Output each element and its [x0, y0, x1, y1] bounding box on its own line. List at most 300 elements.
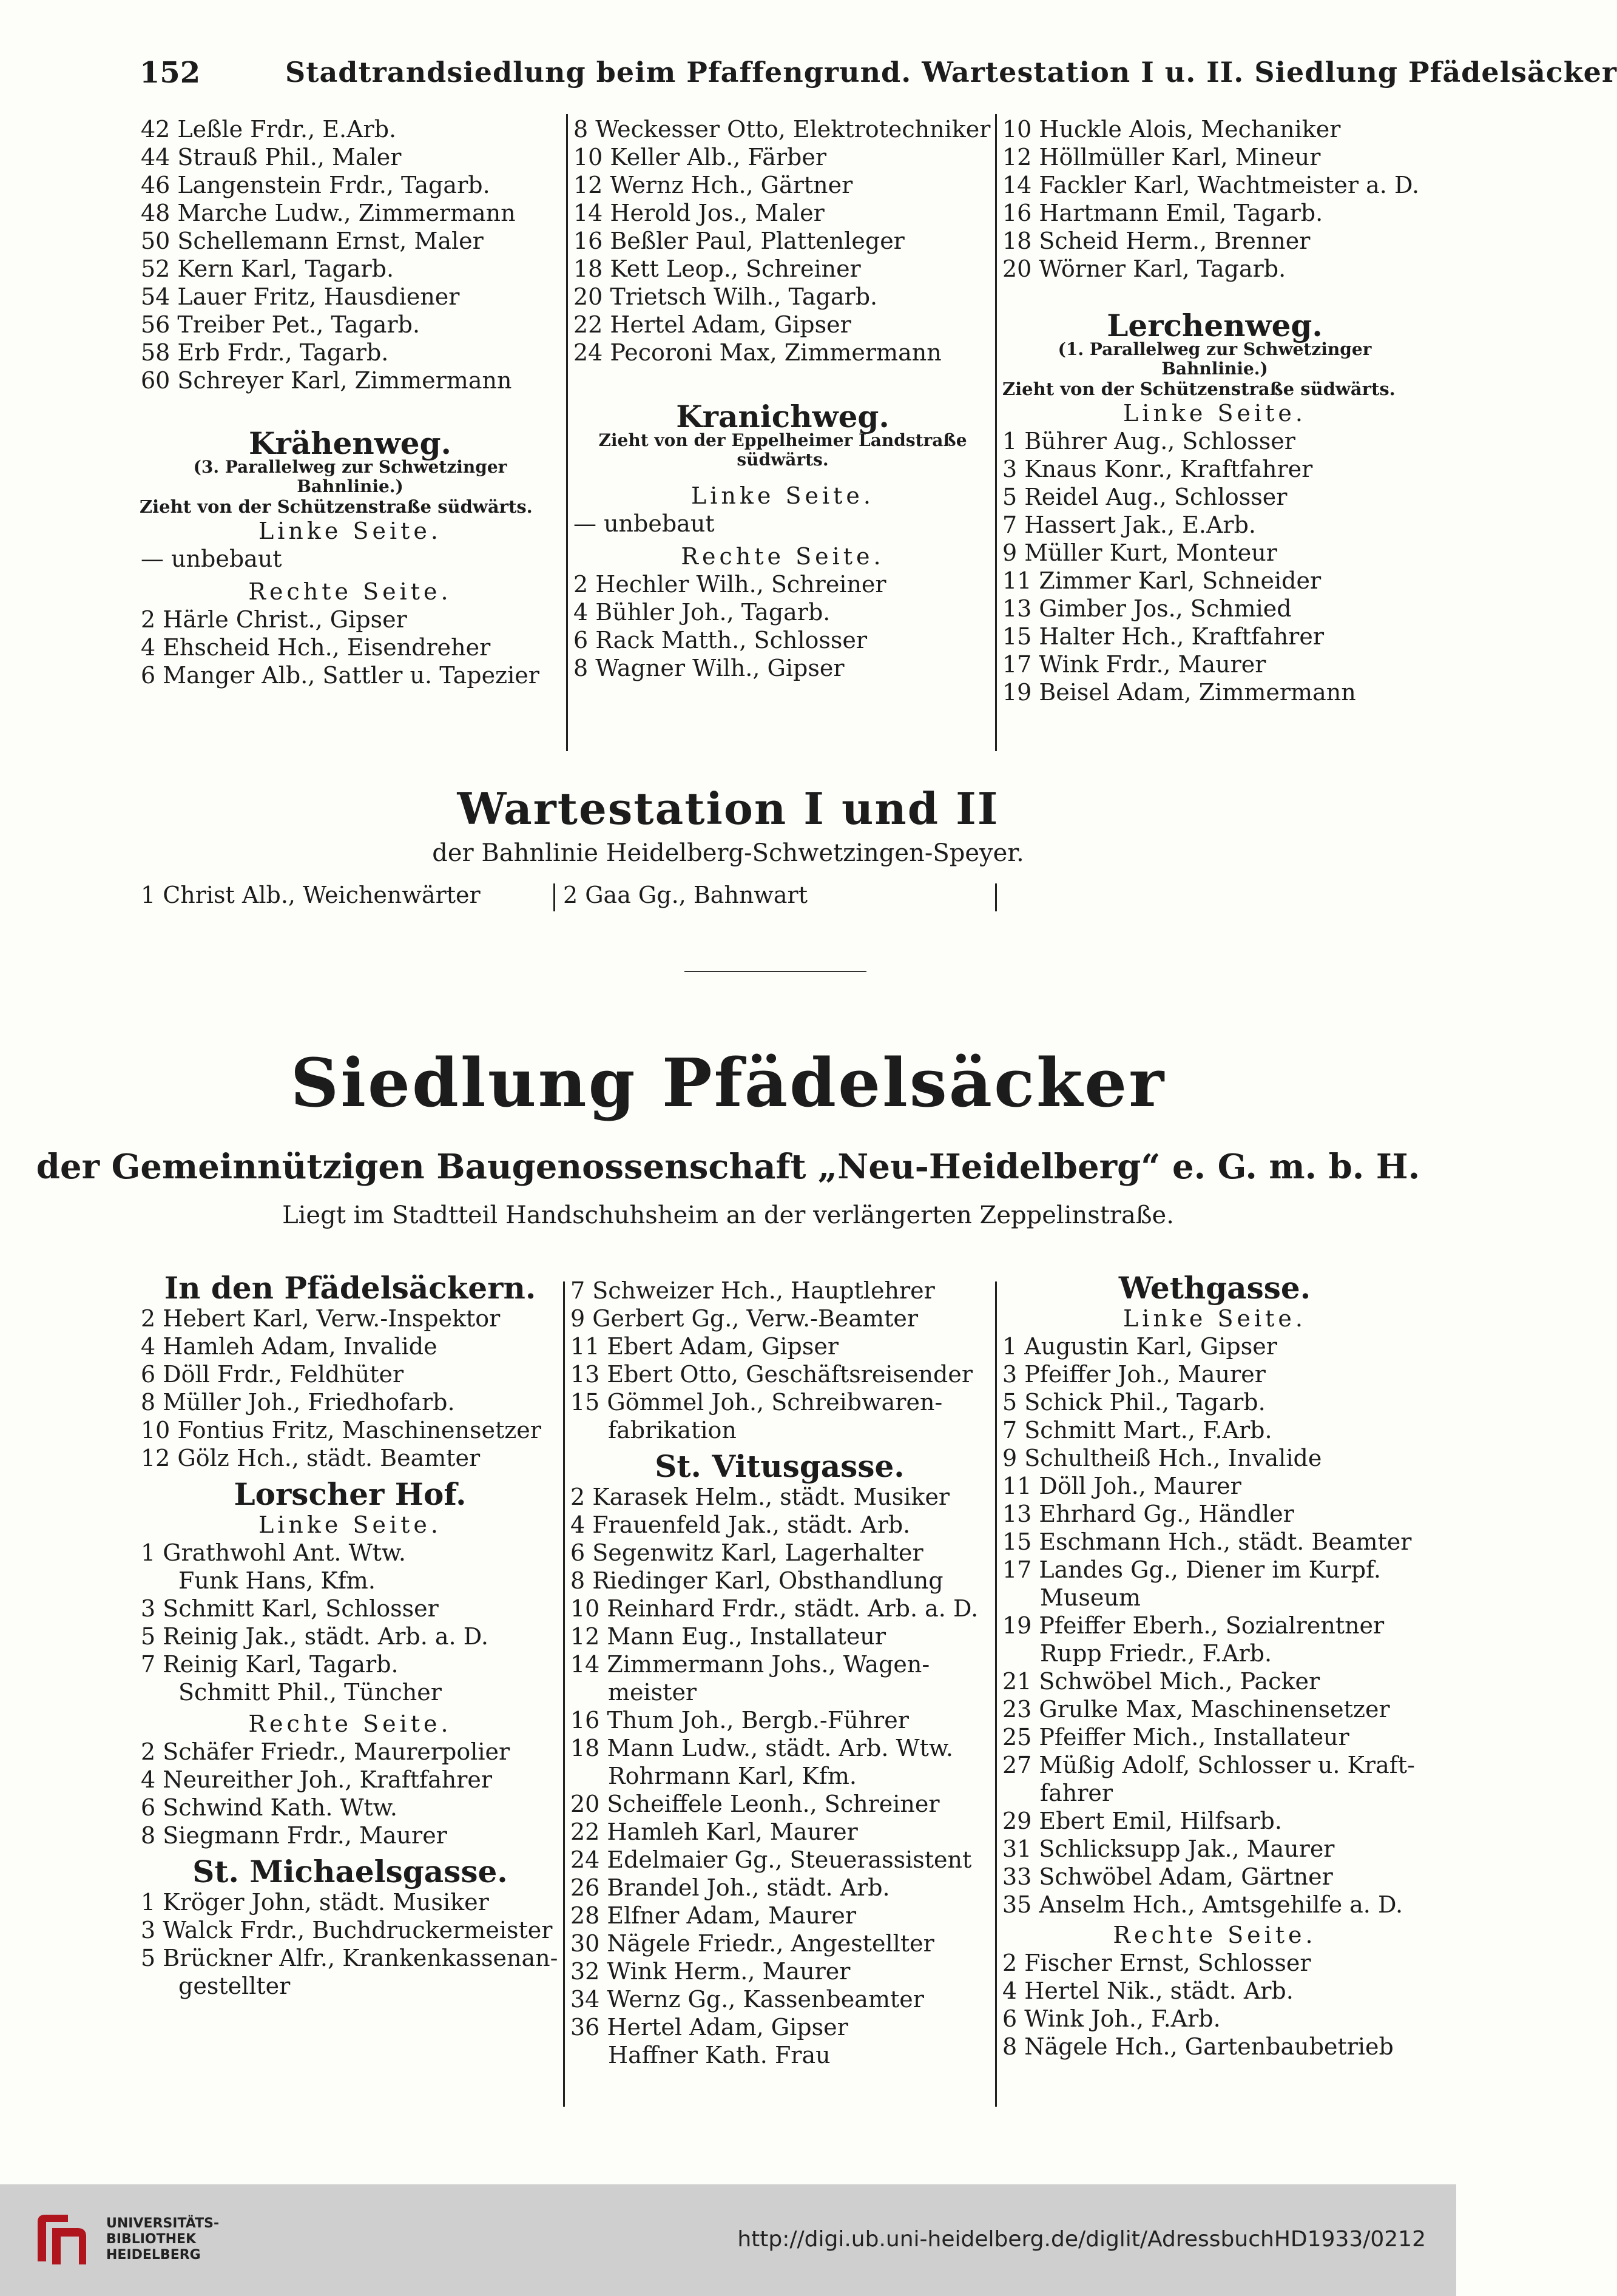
- library-name-line: HEIDELBERG: [106, 2247, 201, 2263]
- house-number: 3: [1002, 456, 1018, 482]
- house-number: 19: [1002, 679, 1032, 706]
- house-number: 1: [141, 1889, 156, 1916]
- resident: Hebert Karl, Verw.-Inspektor: [163, 1305, 501, 1332]
- house-number: 44: [141, 144, 170, 171]
- resident: Grathwohl Ant. Wtw.: [163, 1539, 406, 1566]
- resident: Funk Hans, Kfm.: [178, 1567, 376, 1594]
- house-number: 29: [1002, 1808, 1032, 1834]
- resident: Reinhard Frdr., städt. Arb. a. D.: [607, 1595, 979, 1622]
- address-list: [573, 115, 992, 366]
- address-entry: [570, 1360, 989, 1388]
- resident: Döll Joh., Maurer: [1039, 1473, 1241, 1499]
- house-number: 13: [1002, 1501, 1032, 1527]
- resident: Schwind Kath. Wtw.: [163, 1794, 397, 1821]
- address-entry: [1002, 1723, 1427, 1751]
- address-list: [141, 606, 559, 689]
- resident: Bühler Joh., Tagarb.: [595, 599, 831, 626]
- house-number: 15: [570, 1389, 600, 1416]
- house-number: 42: [141, 116, 170, 143]
- library-logo[interactable]: [25, 2204, 98, 2277]
- resident: Müßig Adolf, Schlosser u. Kraft-: [1039, 1752, 1415, 1778]
- address-entry: [141, 1822, 559, 1849]
- resident: Döll Frdr., Feldhüter: [163, 1361, 404, 1388]
- side-label: Linke Seite.: [1123, 1305, 1306, 1332]
- resident: Schweizer Hch., Hauptlehrer: [592, 1277, 935, 1304]
- house-number: 8: [570, 1567, 586, 1594]
- resident: Gaa Gg., Bahnwart: [585, 882, 808, 908]
- resident: Walck Frdr., Buchdruckermeister: [163, 1917, 553, 1943]
- column-divider: [563, 1281, 565, 2107]
- house-number: 2: [141, 1738, 156, 1765]
- house-number: 1: [1002, 428, 1018, 454]
- address-entry: [570, 1930, 989, 1957]
- address-entry: [141, 199, 559, 227]
- address-entry: [1002, 1528, 1427, 1556]
- resident: Augustin Karl, Gipser: [1024, 1333, 1277, 1360]
- house-number: 20: [573, 283, 603, 310]
- main-title: Siedlung Pfädelsäcker: [290, 1044, 1166, 1122]
- house-number: 35: [1002, 1891, 1032, 1918]
- resident: Langenstein Frdr., Tagarb.: [177, 172, 490, 198]
- address-entry: [141, 255, 559, 283]
- resident: Schick Phil., Tagarb.: [1024, 1389, 1266, 1416]
- address-entry: [570, 2041, 989, 2069]
- resident: Schellemann Ernst, Maler: [177, 228, 484, 254]
- house-number: 16: [573, 228, 603, 254]
- resident: Trietsch Wilh., Tagarb.: [610, 283, 878, 310]
- house-number: 20: [570, 1791, 600, 1817]
- house-number: 1: [141, 882, 156, 908]
- house-number: 26: [570, 1874, 600, 1901]
- address-entry: [570, 2013, 989, 2041]
- resident: Müller Joh., Friedhofarb.: [163, 1389, 455, 1416]
- address-entry: [570, 1902, 989, 1930]
- address-entry: [1002, 115, 1427, 143]
- address-entry: [1002, 1863, 1427, 1891]
- page-header: [140, 56, 1617, 98]
- address-entry: [1002, 623, 1427, 650]
- address-entry: [141, 661, 559, 689]
- address-list: [1002, 1949, 1427, 2061]
- library-logo-icon: [25, 2204, 98, 2277]
- house-number: 6: [573, 627, 589, 653]
- side-label: Rechte Seite.: [248, 578, 452, 605]
- section-title: Wartestation I und II: [457, 783, 999, 834]
- resident: Reinig Karl, Tagarb.: [163, 1651, 399, 1678]
- house-number: 14: [1002, 172, 1032, 198]
- address-entry: [141, 1416, 559, 1444]
- resident: Kern Karl, Tagarb.: [177, 255, 394, 282]
- address-entry: [1002, 1807, 1427, 1835]
- house-number: 17: [1002, 651, 1032, 678]
- side-label: Linke Seite.: [258, 1511, 442, 1538]
- address-list: [141, 1539, 559, 1706]
- resident: Wernz Gg., Kassenbeamter: [607, 1986, 924, 2013]
- address-entry: [1002, 1751, 1427, 1779]
- address-entry: [141, 1332, 559, 1360]
- resident: Brandel Joh., städt. Arb.: [607, 1874, 890, 1901]
- column-divider: [566, 114, 568, 751]
- address-entry: [141, 1738, 559, 1766]
- resident: Christ Alb., Weichenwärter: [163, 882, 481, 908]
- address-entry: [1002, 1388, 1427, 1416]
- resident: Schmitt Phil., Tüncher: [178, 1679, 442, 1706]
- resident: Brückner Alfr., Krankenkassenan-: [163, 1945, 558, 1971]
- address-entry: [1002, 1949, 1427, 1977]
- column-divider: [553, 883, 555, 911]
- house-number: 28: [570, 1902, 600, 1929]
- address-entry: [570, 1388, 989, 1416]
- address-entry: [1002, 1332, 1427, 1360]
- side-label: Linke Seite.: [1123, 400, 1306, 427]
- address-entry: [1002, 1667, 1427, 1695]
- running-head: Stadtrandsiedlung beim Pfaffengrund. Wartestation I u. II. Siedlung Pfädelsäcker: [285, 56, 1617, 89]
- address-entry: [570, 1622, 989, 1650]
- house-number: 56: [141, 311, 170, 338]
- resident: Schultheiß Hch., Invalide: [1024, 1445, 1322, 1471]
- house-number: 31: [1002, 1835, 1032, 1862]
- resident: fabrikation: [608, 1417, 737, 1443]
- house-number: 52: [141, 255, 170, 282]
- resident: Gömmel Joh., Schreibwaren-: [607, 1389, 943, 1416]
- house-number: 4: [141, 634, 156, 661]
- resident: Huckle Alois, Mechaniker: [1039, 116, 1341, 143]
- address-entry: [1002, 1416, 1427, 1444]
- address-list: [141, 115, 559, 394]
- address-entry: [141, 339, 559, 366]
- address-entry: [570, 1874, 989, 1902]
- house-number: 48: [141, 200, 170, 226]
- address-entry: [141, 283, 559, 311]
- street-note: Bahnlinie.): [297, 476, 403, 496]
- house-number: 8: [573, 655, 589, 681]
- resident: Rohrmann Karl, Kfm.: [608, 1763, 857, 1789]
- house-number: 33: [1002, 1863, 1032, 1890]
- address-entry: [1002, 227, 1427, 255]
- house-number: 30: [570, 1930, 600, 1957]
- resident: Ehscheid Hch., Eisendreher: [163, 634, 491, 661]
- house-number: 5: [141, 1945, 156, 1971]
- house-number: 9: [1002, 539, 1018, 566]
- address-entry: [141, 171, 559, 199]
- address-entry: [1002, 199, 1427, 227]
- address-list: [573, 570, 992, 682]
- address-entry: [570, 1762, 989, 1790]
- house-number: 18: [570, 1735, 600, 1761]
- resident: Rack Matth., Schlosser: [595, 627, 868, 653]
- unbuilt-note: — unbebaut: [573, 510, 715, 537]
- address-entry: [141, 1944, 559, 1972]
- house-number: 2: [563, 882, 578, 908]
- resident: Lauer Fritz, Hausdiener: [177, 283, 460, 310]
- house-number: 6: [141, 662, 156, 689]
- house-number: 46: [141, 172, 170, 198]
- house-number: 27: [1002, 1752, 1032, 1778]
- resident: Riedinger Karl, Obsthandlung: [592, 1567, 944, 1594]
- resident: Rupp Friedr., F.Arb.: [1040, 1640, 1272, 1667]
- resident: Schmitt Karl, Schlosser: [163, 1595, 439, 1622]
- resident: Halter Hch., Kraftfahrer: [1039, 623, 1324, 650]
- house-number: 21: [1002, 1668, 1032, 1695]
- address-entry: [570, 1678, 989, 1706]
- house-number: 20: [1002, 255, 1032, 282]
- house-number: 14: [573, 200, 603, 226]
- resident: Haffner Kath. Frau: [608, 2042, 831, 2068]
- resident: Wagner Wilh., Gipser: [595, 655, 845, 681]
- house-number: 7: [1002, 512, 1018, 538]
- library-name-line: BIBLIOTHEK: [106, 2232, 197, 2247]
- address-entry: [141, 1305, 559, 1332]
- house-number: 9: [1002, 1445, 1018, 1471]
- address-entry: [570, 1790, 989, 1818]
- house-number: 11: [1002, 1473, 1032, 1499]
- address-entry: [1002, 1500, 1427, 1528]
- house-number: 3: [141, 1595, 156, 1622]
- address-entry: [573, 598, 992, 626]
- house-number: 23: [1002, 1696, 1032, 1723]
- house-number: 10: [570, 1595, 600, 1622]
- address-list: [141, 1305, 559, 1472]
- address-entry: [141, 1650, 559, 1678]
- resident: Hertel Adam, Gipser: [610, 311, 851, 338]
- address-entry: [141, 1539, 559, 1567]
- address-entry: [141, 1622, 559, 1650]
- address-entry: [570, 1483, 989, 1511]
- library-name-line: UNIVERSITÄTS-: [106, 2216, 220, 2231]
- address-entry: [570, 1595, 989, 1622]
- street-heading: In den Pfädelsäckern.: [164, 1270, 536, 1306]
- street-heading: Wethgasse.: [1118, 1270, 1311, 1306]
- address-list: [570, 1483, 989, 2069]
- street-note: südwärts.: [737, 450, 829, 470]
- resident: Mann Eug., Installateur: [607, 1623, 886, 1650]
- address-entry: [141, 227, 559, 255]
- house-number: 24: [570, 1846, 600, 1873]
- address-entry: [141, 1567, 559, 1595]
- resident: Schreyer Karl, Zimmermann: [177, 367, 512, 394]
- address-entry: [1002, 1779, 1427, 1807]
- address-entry: [573, 283, 992, 311]
- resident: Nägele Hch., Gartenbaubetrieb: [1024, 2033, 1394, 2060]
- house-number: 12: [573, 172, 603, 198]
- address-entry: [570, 1567, 989, 1595]
- address-entry: [141, 366, 559, 394]
- house-number: 34: [570, 1986, 600, 2013]
- resident: Hartmann Emil, Tagarb.: [1039, 200, 1323, 226]
- section-subtitle: der Bahnlinie Heidelberg-Schwetzingen-Speyer.: [432, 839, 1024, 867]
- resident: Strauß Phil., Maler: [177, 144, 402, 171]
- address-entry: [573, 339, 992, 366]
- resident: Schwöbel Adam, Gärtner: [1039, 1863, 1333, 1890]
- side-label: Rechte Seite.: [248, 1710, 452, 1737]
- resident: Müller Kurt, Monteur: [1024, 539, 1277, 566]
- resident: Wink Frdr., Maurer: [1039, 651, 1266, 678]
- resident: Hamleh Karl, Maurer: [607, 1818, 858, 1845]
- address-entry: [1002, 2033, 1427, 2061]
- house-number: 6: [141, 1794, 156, 1821]
- resident: Segenwitz Karl, Lagerhalter: [592, 1539, 923, 1566]
- resident: Keller Alb., Färber: [610, 144, 826, 171]
- address-entry: [573, 171, 992, 199]
- resident: Höllmüller Karl, Mineur: [1039, 144, 1321, 171]
- resident: Landes Gg., Diener im Kurpf.: [1039, 1556, 1381, 1583]
- section-rule: [684, 971, 866, 972]
- resident: Ehrhard Gg., Händler: [1039, 1501, 1294, 1527]
- house-number: 12: [141, 1445, 170, 1471]
- house-number: 15: [1002, 1528, 1032, 1555]
- house-number: 2: [573, 571, 589, 598]
- address-entry: [1002, 595, 1427, 623]
- resident: Thum Joh., Bergb.-Führer: [607, 1707, 909, 1734]
- resident: Hamleh Adam, Invalide: [163, 1333, 437, 1360]
- side-label: Linke Seite.: [691, 482, 874, 509]
- address-entry: [141, 1444, 559, 1472]
- resident: Gimber Jos., Schmied: [1039, 595, 1292, 622]
- resident: Museum: [1040, 1584, 1141, 1611]
- address-list: [570, 1277, 989, 1444]
- house-number: 1: [141, 1539, 156, 1566]
- address-entry: [1002, 567, 1427, 595]
- resident: Hassert Jak., E.Arb.: [1024, 512, 1256, 538]
- address-entry: [573, 199, 992, 227]
- address-entry: [141, 1595, 559, 1622]
- column-divider: [995, 114, 997, 751]
- resident: Treiber Pet., Tagarb.: [177, 311, 420, 338]
- side-label: Rechte Seite.: [681, 543, 885, 570]
- resident: Leßle Frdr., E.Arb.: [177, 116, 397, 143]
- address-entry: [1002, 1444, 1427, 1472]
- street-heading: St. Vitusgasse.: [655, 1448, 905, 1484]
- resident: Ebert Otto, Geschäftsreisender: [607, 1361, 973, 1388]
- address-entry: [570, 1332, 989, 1360]
- house-number: 4: [141, 1333, 156, 1360]
- resident: Gerbert Gg., Verw.-Beamter: [592, 1305, 919, 1332]
- street-note: (3. Parallelweg zur Schwetzinger: [193, 457, 507, 477]
- side-label: Rechte Seite.: [1113, 1922, 1317, 1948]
- house-number: 18: [573, 255, 603, 282]
- address-entry: [1002, 1891, 1427, 1919]
- address-entry: [141, 1678, 559, 1706]
- address-entry: [1002, 1977, 1427, 2005]
- house-number: 16: [570, 1707, 600, 1734]
- address-entry: [1002, 255, 1427, 283]
- house-number: 4: [573, 599, 589, 626]
- resident: Karasek Helm., städt. Musiker: [592, 1484, 950, 1510]
- house-number: 4: [1002, 1977, 1018, 2004]
- resident: Bührer Aug., Schlosser: [1024, 428, 1295, 454]
- resident: Erb Frdr., Tagarb.: [177, 339, 389, 366]
- house-number: 6: [1002, 2005, 1018, 2032]
- house-number: 8: [141, 1389, 156, 1416]
- resident: Wörner Karl, Tagarb.: [1039, 255, 1286, 282]
- wartestation-entry: [563, 881, 988, 909]
- address-entry: [141, 606, 559, 633]
- house-number: 2: [570, 1484, 586, 1510]
- street-heading: Kranichweg.: [676, 399, 890, 434]
- address-list: [141, 1738, 559, 1849]
- main-subtitle: der Gemeinnützigen Baugenossenschaft „Neu-Heidelberg“ e. G. m. b. H.: [36, 1147, 1420, 1187]
- address-entry: [1002, 1584, 1427, 1612]
- resident: Pfeiffer Mich., Installateur: [1039, 1724, 1349, 1751]
- address-entry: [141, 1388, 559, 1416]
- resident: Knaus Konr., Kraftfahrer: [1024, 456, 1313, 482]
- address-entry: [573, 654, 992, 682]
- resident: Pecoroni Max, Zimmermann: [610, 339, 942, 366]
- house-number: 24: [573, 339, 603, 366]
- address-entry: [1002, 1612, 1427, 1639]
- house-number: 14: [570, 1651, 600, 1678]
- street-heading: Lorscher Hof.: [234, 1476, 467, 1512]
- address-entry: [1002, 427, 1427, 455]
- address-entry: [573, 311, 992, 339]
- column-divider: [995, 1281, 997, 2107]
- address-entry: [573, 115, 992, 143]
- address-entry: [573, 626, 992, 654]
- address-entry: [570, 1511, 989, 1539]
- resident: Reinig Jak., städt. Arb. a. D.: [163, 1623, 488, 1650]
- house-number: 2: [1002, 1950, 1018, 1976]
- house-number: 19: [1002, 1612, 1032, 1639]
- resident: Manger Alb., Sattler u. Tapezier: [163, 662, 539, 689]
- wartestation-entry: [141, 881, 541, 909]
- house-number: 12: [570, 1623, 600, 1650]
- resident: meister: [608, 1679, 697, 1706]
- resident: Grulke Max, Maschinensetzer: [1039, 1696, 1390, 1723]
- resident: Härle Christ., Gipser: [163, 606, 407, 633]
- house-number: 13: [570, 1361, 600, 1388]
- resident: Marche Ludw., Zimmermann: [177, 200, 516, 226]
- resident: Herold Jos., Maler: [610, 200, 825, 226]
- bottom-column-1: [141, 1270, 559, 2000]
- resident: Gölz Hch., städt. Beamter: [177, 1445, 481, 1471]
- address-entry: [141, 1794, 559, 1822]
- address-entry: [570, 1846, 989, 1874]
- address-entry: [570, 1277, 989, 1305]
- address-entry: [1002, 1556, 1427, 1584]
- address-entry: [1002, 483, 1427, 511]
- resident: Hertel Nik., städt. Arb.: [1024, 1977, 1294, 2004]
- house-number: 3: [141, 1917, 156, 1943]
- house-number: 18: [1002, 228, 1032, 254]
- house-number: 5: [141, 1623, 156, 1650]
- house-number: 36: [570, 2014, 600, 2041]
- address-list: [1002, 427, 1427, 706]
- house-number: 50: [141, 228, 170, 254]
- location-note: Liegt im Stadtteil Handschuhsheim an der verlängerten Zeppelinstraße.: [282, 1201, 1174, 1229]
- address-entry: [1002, 1835, 1427, 1863]
- address-entry: [570, 1305, 989, 1332]
- resident: Zimmermann Johs., Wagen-: [607, 1651, 930, 1678]
- address-entry: [570, 1957, 989, 1985]
- house-number: 22: [570, 1818, 600, 1845]
- resident: Scheiffele Leonh., Schreiner: [607, 1791, 940, 1817]
- address-entry: [570, 1539, 989, 1567]
- source-url-link[interactable]: http://digi.ub.uni-heidelberg.de/diglit/AdressbuchHD1933/0212: [737, 2227, 1426, 2252]
- house-number: 10: [141, 1417, 170, 1443]
- address-entry: [141, 1888, 559, 1916]
- resident: Ebert Emil, Hilfsarb.: [1039, 1808, 1282, 1834]
- house-number: 54: [141, 283, 170, 310]
- address-entry: [1002, 1639, 1427, 1667]
- street-note: Zieht von der Eppelheimer Landstraße: [598, 430, 967, 450]
- resident: Wink Herm., Maurer: [607, 1958, 851, 1985]
- address-entry: [573, 143, 992, 171]
- resident: Edelmaier Gg., Steuerassistent: [607, 1846, 972, 1873]
- resident: fahrer: [1040, 1780, 1113, 1806]
- house-number: 8: [1002, 2033, 1018, 2060]
- house-number: 7: [141, 1651, 156, 1678]
- street-heading: St. Michaelsgasse.: [192, 1854, 508, 1889]
